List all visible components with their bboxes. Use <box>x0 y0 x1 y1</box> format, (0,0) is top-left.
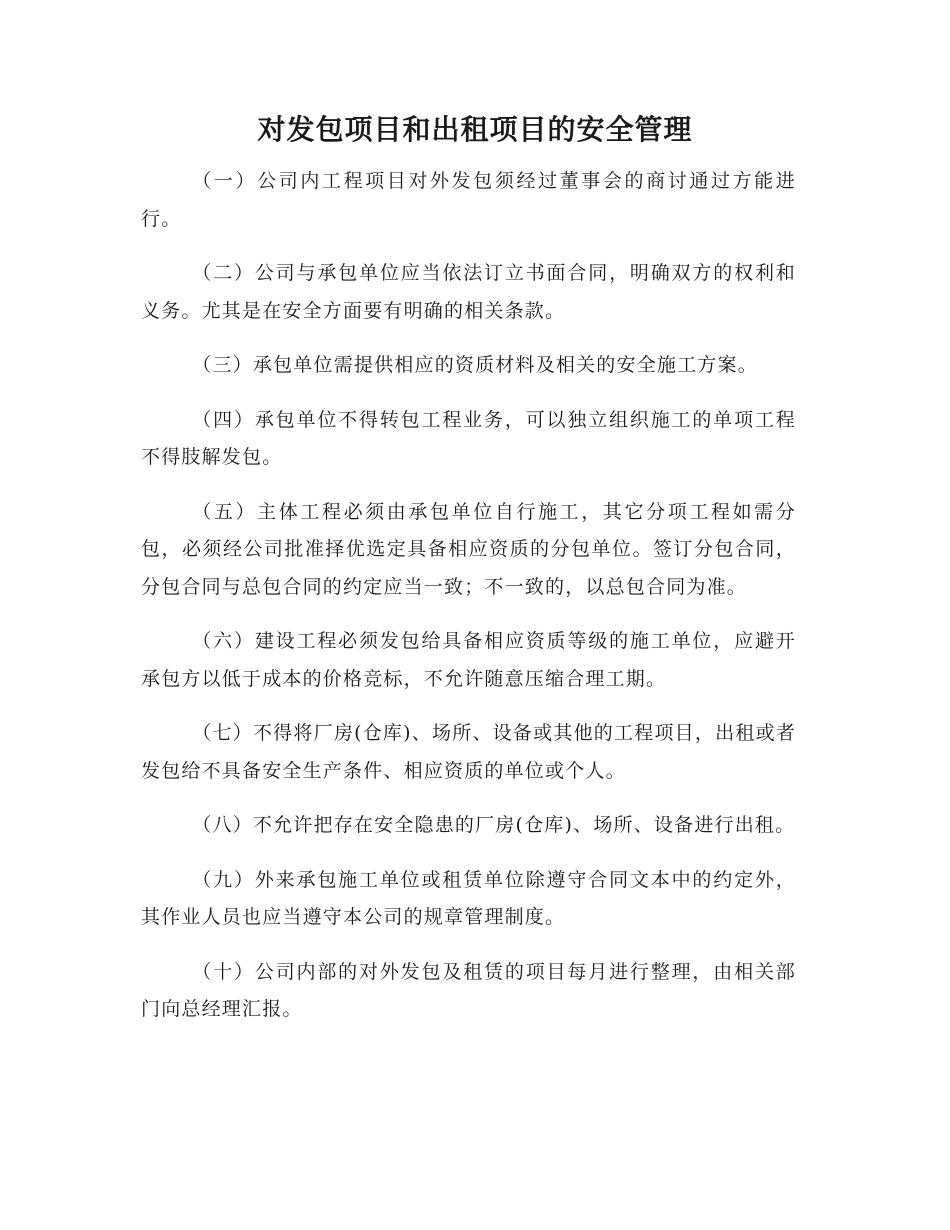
paragraph-5: （五）主体工程必须由承包单位自行施工，其它分项工程如需分包，必须经公司批准择优选定具备相应资质的分包单位。签订分包合同，分包合同与总包合同的约定应当一致；不一致的，以总包合同为准。 <box>141 500 796 598</box>
paragraph-9: （九）外来承包施工单位或租赁单位除遵守合同文本中的约定外，其作业人员也应当遵守本公司的规章管理制度。 <box>141 868 796 928</box>
paragraph-3: （三）承包单位需提供相应的资质材料及相关的安全施工方案。 <box>192 354 758 376</box>
paragraph-4: （四）承包单位不得转包工程业务，可以独立组织施工的单项工程不得肢解发包。 <box>141 408 796 468</box>
paragraph-7: （七）不得将厂房(仓库)、场所、设备或其他的工程项目，出租或者发包给不具备安全生产条件、相应资质的单位或个人。 <box>141 722 796 782</box>
paragraph-6: （六）建设工程必须发包给具备相应资质等级的施工单位，应避开承包方以低于成本的价格竞标，不允许随意压缩合理工期。 <box>141 630 796 690</box>
paragraph-2: （二）公司与承包单位应当依法订立书面合同，明确双方的权利和义务。尤其是在安全方面要有明确的相关条款。 <box>141 262 796 322</box>
document-title: 对发包项目和出租项目的安全管理 <box>257 113 693 146</box>
document-body <box>141 163 796 1046</box>
paragraph-10: （十）公司内部的对外发包及租赁的项目每月进行整理，由相关部门向总经理汇报。 <box>141 960 796 1020</box>
paragraph-1: （一）公司内工程项目对外发包须经过董事会的商讨通过方能进行。 <box>141 170 796 230</box>
paragraph-8: （八）不允许把存在安全隐患的厂房(仓库)、场所、设备进行出租。 <box>192 814 796 836</box>
